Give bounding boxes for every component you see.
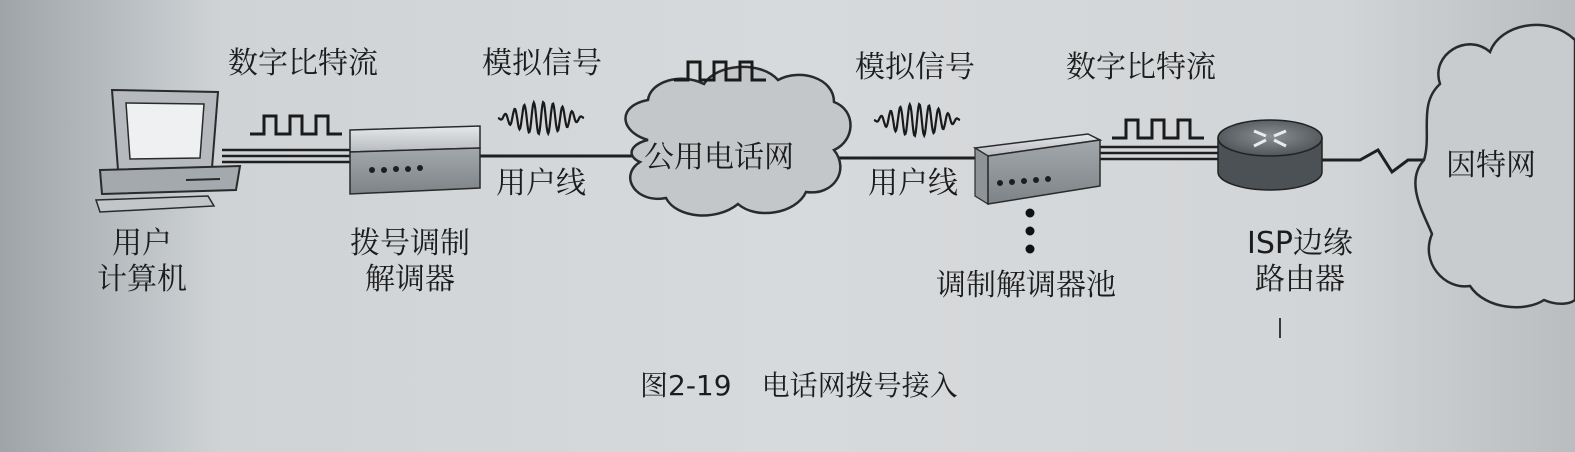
digital-stream-label-left: 数字比特流: [228, 46, 378, 81]
link-pool-router: [1098, 147, 1232, 159]
analog-wave-icon: [874, 104, 960, 136]
computer-label: 用户 计算机: [97, 226, 187, 297]
user-line-label-left: 用户线: [496, 166, 586, 201]
modem-icon: [350, 126, 480, 194]
modem-pool-icon: [975, 134, 1100, 254]
figure-number: 图2-19: [640, 369, 732, 402]
square-wave-icon: [1112, 120, 1204, 138]
square-wave-icon: [250, 116, 342, 134]
computer-icon: [96, 90, 240, 212]
internet-label: 因特网: [1446, 148, 1536, 183]
modem-pool-label: 调制解调器池: [936, 268, 1116, 303]
figure-title: 电话网拨号接入: [761, 369, 958, 402]
figure-caption: [640, 364, 958, 404]
pstn-label: 公用电话网: [644, 140, 794, 175]
router-icon: [1218, 120, 1322, 190]
analog-wave-icon: [498, 102, 584, 134]
user-line-label-right: 用户线: [868, 166, 958, 201]
modem-label: 拨号调制 解调器: [350, 226, 470, 297]
digital-stream-label-right: 数字比特流: [1066, 50, 1216, 85]
analog-signal-label-left: 模拟信号: [482, 46, 602, 81]
isp-router-label: ISP边缘 路由器: [1247, 226, 1353, 297]
more-modems-ellipsis: [1026, 209, 1035, 254]
link-computer-modem: [222, 150, 350, 162]
analog-signal-label-right: 模拟信号: [855, 50, 975, 85]
